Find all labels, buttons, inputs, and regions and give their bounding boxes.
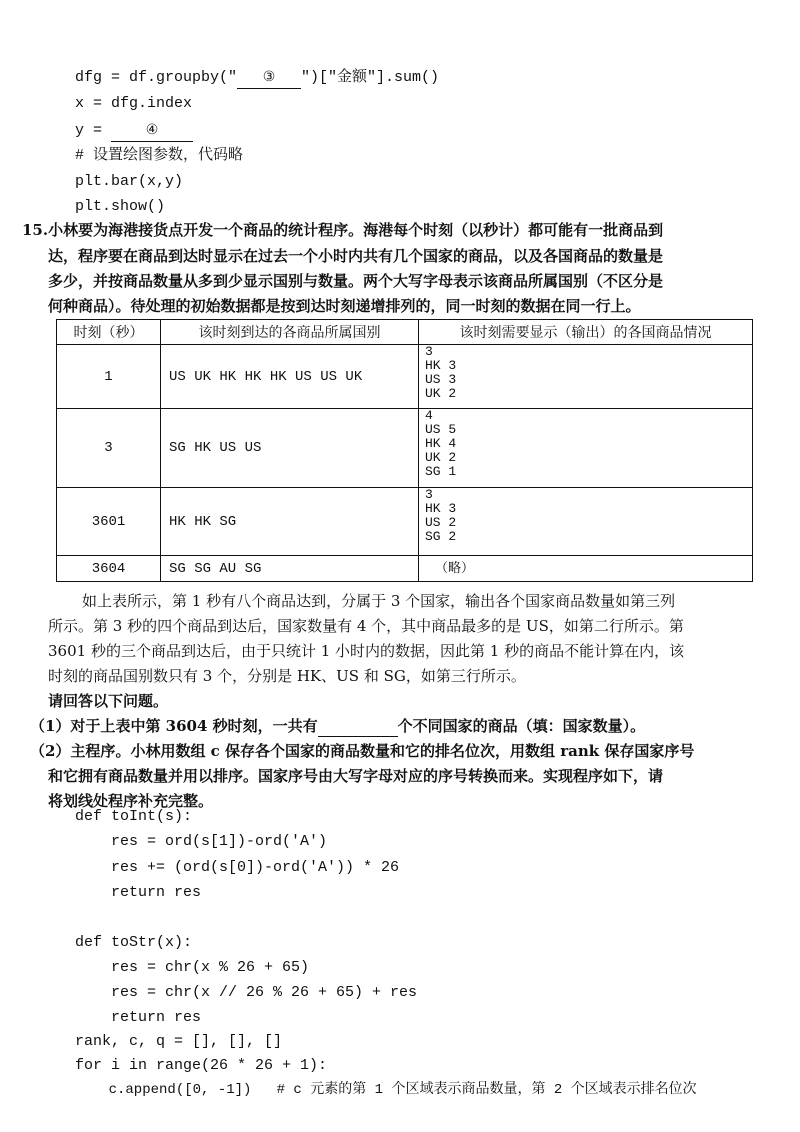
table-row — [57, 345, 753, 409]
sub-question-2-line-1: （2）主程序。小林用数组 c 保存各个国家的商品数量和它的排名位次，用数组 rank 保存国家序号 — [30, 742, 695, 760]
code-line: rank, c, q = [], [], [] — [75, 1033, 283, 1050]
code-line: res += (ord(s[0])-ord('A')) * 26 — [75, 859, 400, 876]
code-line: def toStr(x): — [75, 934, 193, 951]
code-line: return res — [75, 1009, 202, 1026]
code-line: for i in range(26 * 26 + 1): — [75, 1057, 328, 1074]
code-line-bar: plt.bar(x,y) — [75, 173, 184, 190]
table-row — [57, 409, 753, 488]
table-row — [57, 488, 753, 556]
row-output: 3 HK 3 US 2 SG 2 — [419, 488, 753, 556]
q15-intro-line-4: 何种商品）。待处理的初始数据都是按到达时刻递增排列的，同一时刻的数据在同一行上。 — [48, 297, 641, 315]
row-countries: SG SG AU SG — [161, 556, 419, 582]
prompt: 请回答以下问题。 — [48, 692, 169, 710]
code-line-groupby: dfg = df.groupby(" ③ ")["金额"].sum() — [75, 67, 439, 89]
code-line-comment: # 设置绘图参数，代码略 — [75, 147, 244, 164]
code-line-show: plt.show() — [75, 198, 166, 215]
explain-line-4: 时刻的商品国别数只有 3 个，分别是 HK、US 和 SG，如第三行所示。 — [48, 667, 526, 685]
code-line-x: x = dfg.index — [75, 95, 193, 112]
table-row — [57, 556, 753, 582]
row-time: 3604 — [57, 556, 161, 582]
row-time: 1 — [57, 345, 161, 409]
header-countries: 该时刻到达的各商品所属国别 — [161, 320, 419, 345]
row-countries: US UK HK HK HK US US UK — [161, 345, 419, 409]
table-header-row — [57, 320, 753, 345]
q15-intro-line-1: 15.小林要为海港接货点开发一个商品的统计程序。海港每个时刻（以秒计）都可能有一批商品到 — [22, 221, 664, 239]
code-line: c.append([0, -1]) # c 元素的第 1 个区域表示商品数量，第 2 个区域表示排名位次 — [75, 1082, 697, 1098]
code-line: res = chr(x // 26 % 26 + 65) + res — [75, 984, 418, 1001]
blank-3: ③ — [237, 67, 301, 89]
code-line: return res — [75, 884, 202, 901]
q15-intro-line-3: 多少，并按商品数量从多到少显示国别与数量。两个大写字母表示该商品所属国别（不区分是 — [48, 272, 664, 290]
code-line: def toInt(s): — [75, 808, 193, 825]
code-line: res = ord(s[1])-ord('A') — [75, 833, 328, 850]
header-output: 该时刻需要显示（输出）的各国商品情况 — [419, 320, 753, 345]
code-line-y: y = ④ — [75, 120, 193, 142]
arrival-table — [56, 319, 753, 582]
row-output: （略） — [419, 556, 753, 582]
q15-intro-line-2: 达，程序要在商品到达时显示在过去一个小时内共有几个国家的商品，以及各国商品的数量是 — [48, 247, 664, 265]
row-output: 4 US 5 HK 4 UK 2 SG 1 — [419, 409, 753, 488]
row-time: 3 — [57, 409, 161, 488]
row-output: 3 HK 3 US 3 UK 2 — [419, 345, 753, 409]
sub-question-2-line-3: 将划线处程序补充完整。 — [48, 792, 214, 810]
answer-blank-1[interactable] — [318, 716, 398, 737]
sub-question-1: （1）对于上表中第 3604 秒时刻，一共有 个不同国家的商品（填：国家数量）。 — [30, 717, 646, 735]
sub-question-2-line-2: 和它拥有商品数量并用以排序。国家序号由大写字母对应的序号转换而来。实现程序如下，请 — [48, 767, 664, 785]
explain-line-1: 如上表所示，第 1 秒有八个商品达到，分属于 3 个国家，输出各个国家商品数量如第三列 — [82, 592, 676, 610]
row-countries: SG HK US US — [161, 409, 419, 488]
header-time: 时刻（秒） — [57, 320, 161, 345]
code-line: res = chr(x % 26 + 65) — [75, 959, 310, 976]
explain-line-3: 3601 秒的三个商品到达后，由于只统计 1 小时内的数据，因此第 1 秒的商品不能计算在内，该 — [48, 642, 685, 660]
explain-line-2: 所示。第 3 秒的四个商品到达后，国家数量有 4 个，其中商品最多的是 US，如第二行所示。第 — [48, 617, 684, 635]
blank-4: ④ — [111, 120, 193, 142]
row-countries: HK HK SG — [161, 488, 419, 556]
row-time: 3601 — [57, 488, 161, 556]
